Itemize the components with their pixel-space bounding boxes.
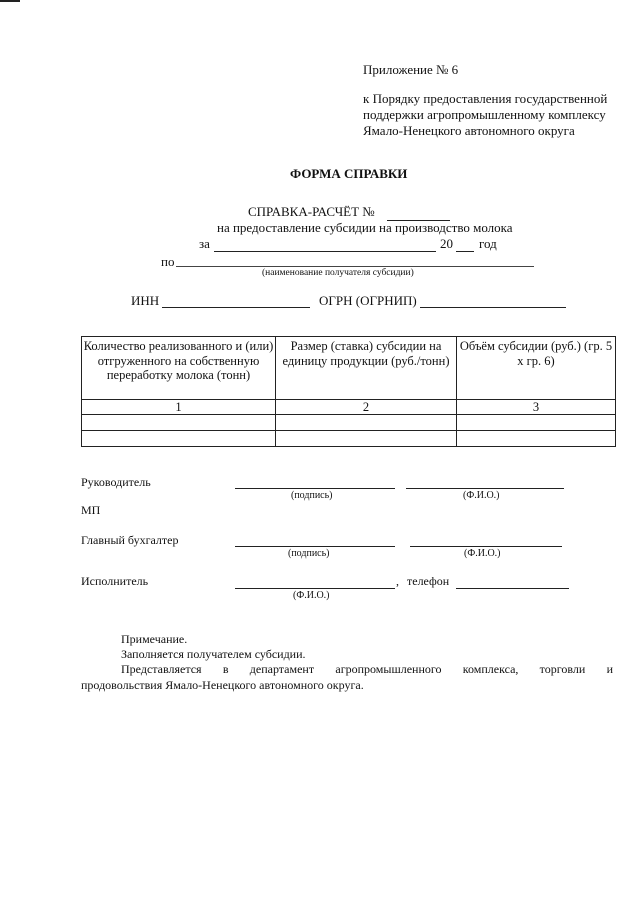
executor-fio-line[interactable]: [235, 588, 395, 589]
accountant-fio-line[interactable]: [410, 546, 562, 547]
column-number-cell: 2: [276, 400, 457, 415]
ogrn-label: ОГРН (ОГРНИП): [319, 293, 417, 308]
stamp-label: МП: [81, 503, 101, 517]
recipient-prefix: по: [161, 254, 175, 269]
table-header-row: [82, 337, 616, 400]
appendix-title: Приложение № 6: [363, 62, 459, 77]
table-cell[interactable]: [457, 415, 616, 431]
column-number-cell: 3: [457, 400, 616, 415]
recipient-line[interactable]: [176, 266, 534, 267]
scan-corner-mark: [0, 0, 20, 2]
inn-line[interactable]: [162, 307, 310, 308]
executor-comma: ,: [396, 574, 399, 588]
accountant-fio-caption: (Ф.И.О.): [464, 548, 501, 559]
appendix-ref-line: к Порядку предоставления государственной: [363, 91, 608, 106]
accountant-label: Главный бухгалтер: [81, 533, 179, 547]
inn-label: ИНН: [131, 293, 160, 308]
table-header-cell: Объём субсидии (руб.) (гр. 5 х гр. 6): [457, 337, 616, 400]
recipient-caption: (наименование получателя субсидии): [262, 268, 414, 278]
executor-fio-caption: (Ф.И.О.): [293, 590, 330, 601]
ogrn-line[interactable]: [420, 307, 566, 308]
table-header-cell: Размер (ставка) субсидии на единицу продукции (руб./тонн): [276, 337, 457, 400]
table-cell[interactable]: [276, 431, 457, 447]
head-fio-line[interactable]: [406, 488, 564, 489]
head-fio-caption: (Ф.И.О.): [463, 490, 500, 501]
certificate-title: СПРАВКА-РАСЧЁТ №: [248, 204, 375, 219]
column-number-cell: 1: [82, 400, 276, 415]
table-cell[interactable]: [82, 431, 276, 447]
executor-label: Исполнитель: [81, 574, 149, 588]
head-signature-caption: (подпись): [291, 490, 333, 501]
head-label: Руководитель: [81, 475, 151, 489]
table-cell[interactable]: [276, 415, 457, 431]
table-row: [82, 415, 616, 431]
accountant-signature-caption: (подпись): [288, 548, 330, 559]
year-suffix: год: [479, 236, 497, 251]
phone-label: телефон: [407, 574, 450, 588]
table-header-cell: Количество реализованного и (или) отгруженного на собственную переработку молока (тонн): [82, 337, 276, 400]
head-signature-line[interactable]: [235, 488, 395, 489]
table-row: [82, 431, 616, 447]
purpose-text: на предоставление субсидии на производство молока: [217, 220, 513, 235]
year-line[interactable]: [456, 251, 474, 252]
year-prefix: 20: [440, 236, 453, 251]
table-cell[interactable]: [457, 431, 616, 447]
table-column-numbers-row: [82, 400, 616, 415]
table-cell[interactable]: [82, 415, 276, 431]
subsidy-table: [81, 336, 616, 447]
note-title: Примечание.: [121, 632, 188, 646]
period-line[interactable]: [214, 251, 436, 252]
accountant-signature-line[interactable]: [235, 546, 395, 547]
phone-line[interactable]: [456, 588, 569, 589]
note-line-1: Заполняется получателем субсидии.: [121, 647, 306, 661]
appendix-ref-line: Ямало-Ненецкого автономного округа: [363, 123, 575, 138]
appendix-reference: [363, 91, 607, 139]
note-line-2a: Представляется в департамент агропромышленного комплекса, торговли и: [121, 662, 613, 676]
form-title: ФОРМА СПРАВКИ: [290, 166, 408, 181]
period-prefix: за: [199, 236, 210, 251]
appendix-ref-line: поддержки агропромышленному комплексу: [363, 107, 606, 122]
note-line-2b: продовольствия Ямало-Ненецкого автономного округа.: [81, 678, 364, 692]
